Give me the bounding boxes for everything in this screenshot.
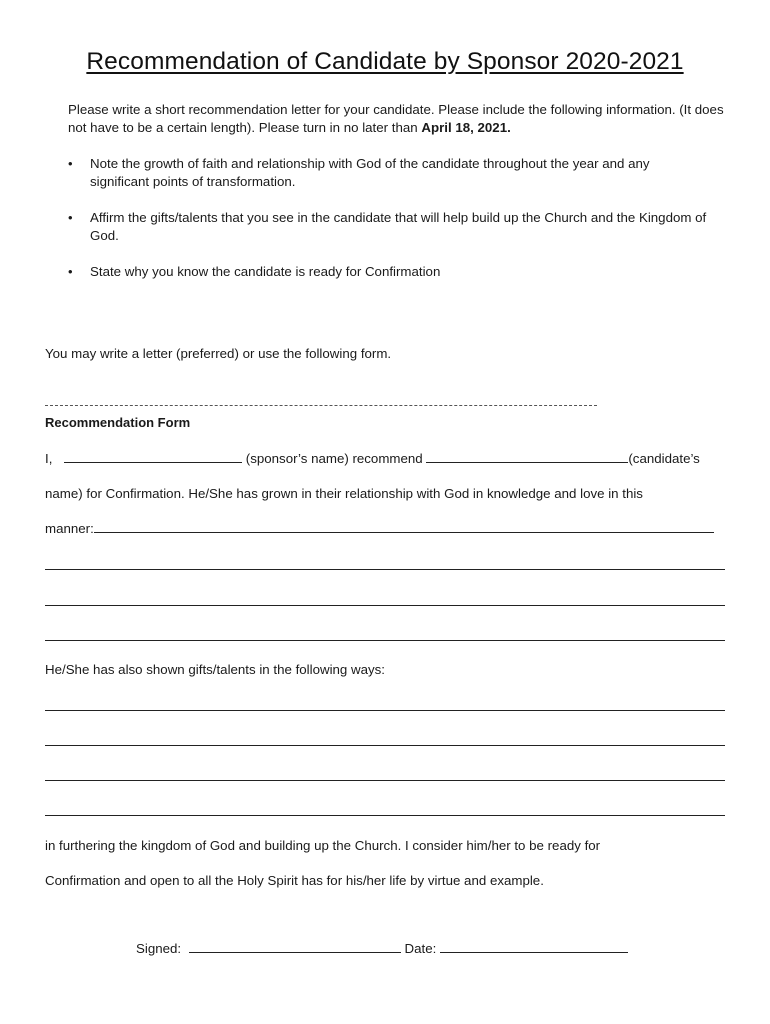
line1-middle: (sponsor’s name) recommend [245,451,423,466]
closing-line-1: in furthering the kingdom of God and building up the Church. I consider him/her to be ready for [45,838,601,853]
writing-line[interactable] [45,640,725,641]
instruction-item: • Affirm the gifts/talents that you see in the candidate that will help build up the Church and the Kingdom of God. [68,209,708,245]
form-line-manner [45,520,714,538]
date-label: Date: [404,941,437,956]
section-divider [45,405,597,406]
signed-label: Signed: [136,941,182,956]
writing-line[interactable] [45,815,725,816]
date-field[interactable] [440,940,628,953]
signature-row [136,940,628,956]
writing-line[interactable] [45,745,725,746]
intro-paragraph [68,101,728,137]
candidate-name-field[interactable] [426,450,628,463]
intro-text: Please write a short recommendation letter for your candidate. Please include the following information. (It does not have to be a certain length). Please turn in no later than [68,102,724,135]
sponsor-name-field[interactable] [64,450,242,463]
line1-prefix: I, [45,451,53,466]
writing-line[interactable] [45,710,725,711]
form-line-names [45,450,700,468]
form-heading: Recommendation Form [45,415,191,430]
line3-prefix: manner: [45,521,94,536]
signature-field[interactable] [189,940,401,953]
line1-suffix: (candidate’s [628,451,700,466]
letter-note: You may write a letter (preferred) or use the following form. [45,346,392,361]
deadline-date: April 18, 2021. [421,120,511,135]
writing-line[interactable] [45,780,725,781]
instruction-item: • Note the growth of faith and relationship with God of the candidate throughout the year and any significant points of transformation. [68,155,708,191]
manner-field[interactable] [94,520,714,533]
form-line-growth: name) for Confirmation. He/She has grown in their relationship with God in knowledge and love in this [45,486,643,501]
gifts-prompt: He/She has also shown gifts/talents in the following ways: [45,662,385,677]
writing-line[interactable] [45,569,725,570]
document-title: Recommendation of Candidate by Sponsor 2020-2021 [86,48,684,75]
instruction-list [68,155,708,299]
writing-line[interactable] [45,605,725,606]
closing-line-2: Confirmation and open to all the Holy Spirit has for his/her life by virtue and example. [45,873,544,888]
instruction-item: • State why you know the candidate is ready for Confirmation [68,263,708,281]
